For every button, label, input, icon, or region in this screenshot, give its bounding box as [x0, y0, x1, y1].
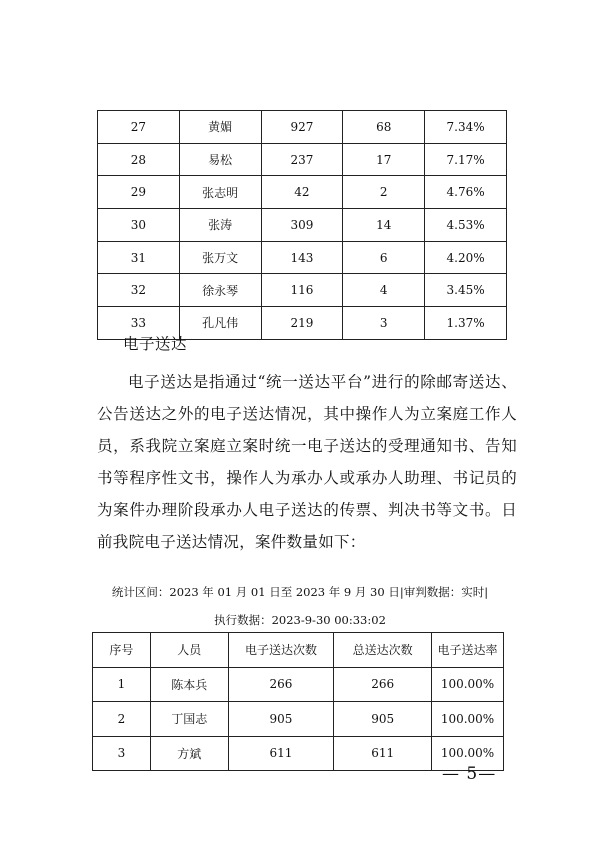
cell-total-count: 266	[334, 667, 432, 702]
cell-count: 2	[343, 176, 425, 209]
cell-count: 17	[343, 143, 425, 176]
cell-rate: 4.20%	[425, 241, 507, 274]
cell-e-rate: 100.00%	[432, 736, 504, 771]
execution-data-line: 执行数据：2023-9-30 00:33:02	[214, 613, 386, 627]
cell-total: 219	[261, 307, 343, 340]
cell-person: 陈本兵	[150, 667, 228, 702]
cell-total-count: 905	[334, 702, 432, 737]
cell-count: 14	[343, 209, 425, 242]
table-row	[98, 209, 507, 242]
cell-count: 6	[343, 241, 425, 274]
cell-name: 张志明	[179, 176, 261, 209]
table-row	[98, 241, 507, 274]
section-heading: 电子送达	[123, 335, 188, 353]
page-number: — 5—	[442, 764, 497, 784]
cell-no: 2	[93, 702, 151, 737]
header-e-rate: 电子送达率	[432, 633, 504, 668]
top-stats-table	[97, 110, 507, 340]
cell-name: 孔凡伟	[179, 307, 261, 340]
table-header-row	[93, 633, 504, 668]
header-no: 序号	[93, 633, 151, 668]
cell-count: 68	[343, 111, 425, 144]
cell-person: 方斌	[150, 736, 228, 771]
cell-e-count: 266	[228, 667, 334, 702]
cell-no: 32	[98, 274, 180, 307]
cell-count: 4	[343, 274, 425, 307]
cell-total-count: 611	[334, 736, 432, 771]
cell-total: 143	[261, 241, 343, 274]
cell-total: 42	[261, 176, 343, 209]
cell-e-count: 611	[228, 736, 334, 771]
cell-total: 927	[261, 111, 343, 144]
cell-rate: 1.37%	[425, 307, 507, 340]
cell-no: 33	[98, 307, 180, 340]
cell-name: 黄媚	[179, 111, 261, 144]
cell-rate: 3.45%	[425, 274, 507, 307]
cell-no: 27	[98, 111, 180, 144]
header-person: 人员	[150, 633, 228, 668]
cell-rate: 7.17%	[425, 143, 507, 176]
cell-rate: 4.53%	[425, 209, 507, 242]
cell-count: 3	[343, 307, 425, 340]
cell-name: 张涛	[179, 209, 261, 242]
cell-name: 易松	[179, 143, 261, 176]
cell-no: 1	[93, 667, 151, 702]
table-row	[93, 667, 504, 702]
cell-e-rate: 100.00%	[432, 702, 504, 737]
cell-total: 237	[261, 143, 343, 176]
cell-name: 徐永琴	[179, 274, 261, 307]
stats-period-line: 统计区间：2023 年 01 月 01 日至 2023 年 9 月 30 日|审判数据：实时|	[111, 585, 489, 599]
table-row	[98, 143, 507, 176]
cell-no: 3	[93, 736, 151, 771]
cell-no: 30	[98, 209, 180, 242]
cell-no: 31	[98, 241, 180, 274]
e-delivery-table	[92, 632, 504, 771]
cell-e-rate: 100.00%	[432, 667, 504, 702]
cell-no: 28	[98, 143, 180, 176]
cell-total: 309	[261, 209, 343, 242]
cell-person: 丁国志	[150, 702, 228, 737]
table-row	[98, 176, 507, 209]
table-row	[93, 702, 504, 737]
cell-rate: 4.76%	[425, 176, 507, 209]
cell-rate: 7.34%	[425, 111, 507, 144]
header-total-count: 总送达次数	[334, 633, 432, 668]
body-paragraph: 电子送达是指通过“统一送达平台”进行的除邮寄送达、公告送达之外的电子送达情况，其中操作人为立案庭工作人员，系我院立案庭立案时统一电子送达的受理通知书、告知书等程序性文书，操作人为承办人或承办人助理、书记员的为案件办理阶段承办人电子送达的传票、判决书等文书。日前我院电子送达情况，案件数量如下：	[97, 373, 517, 551]
cell-e-count: 905	[228, 702, 334, 737]
cell-name: 张万文	[179, 241, 261, 274]
table-row	[98, 274, 507, 307]
cell-no: 29	[98, 176, 180, 209]
cell-total: 116	[261, 274, 343, 307]
header-e-count: 电子送达次数	[228, 633, 334, 668]
table-row	[98, 111, 507, 144]
